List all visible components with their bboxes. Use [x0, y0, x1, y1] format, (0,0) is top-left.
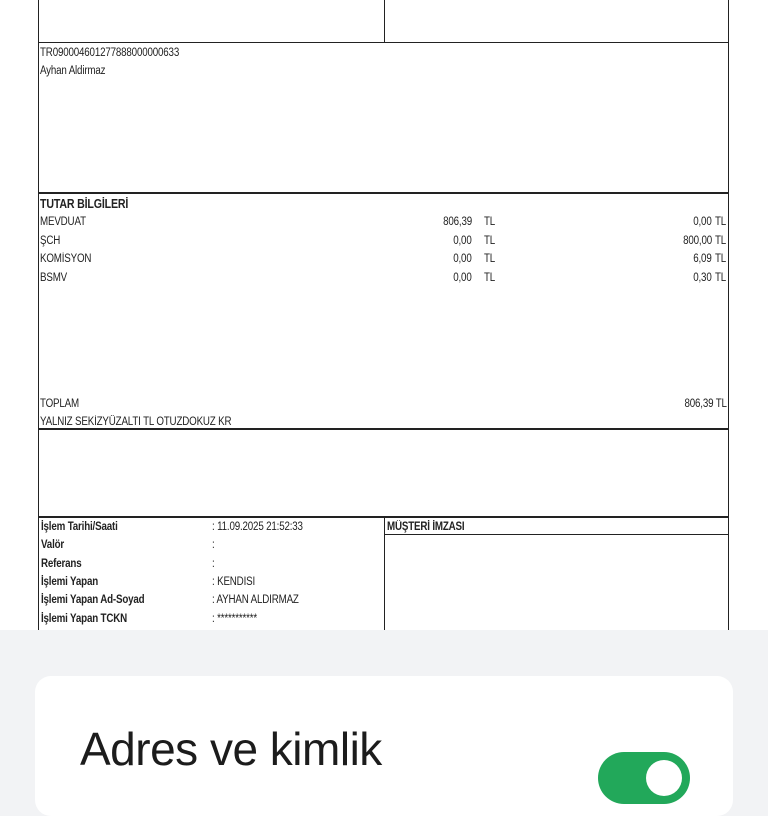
detail-value: : KENDISI: [212, 575, 256, 588]
detail-value: : ***********: [212, 612, 258, 625]
amount-col2: 800,00: [683, 234, 712, 247]
customer-signature-label: MÜŞTERİ İMZASI: [387, 521, 465, 533]
amount-col1: 0,00: [453, 253, 472, 265]
amounts-heading: TUTAR BİLGİLERİ: [40, 197, 129, 211]
currency: TL: [715, 234, 727, 247]
border-left: [38, 0, 39, 630]
border-right: [728, 0, 729, 630]
detail-label: Referans: [41, 557, 82, 570]
detail-label: İşlem Tarihi/Saati: [41, 521, 118, 533]
amount-col2: 0,00: [693, 216, 712, 228]
divider: [384, 534, 729, 535]
amount-row-label: BSMV: [40, 271, 68, 284]
total-value: 806,39 TL: [684, 398, 727, 410]
detail-label: İşlemi Yapan: [41, 575, 99, 588]
detail-label: Valör: [41, 539, 65, 552]
total-label: TOPLAM: [40, 398, 80, 410]
amount-col1: 806,39: [443, 216, 472, 228]
amount-in-words: YALNIZ SEKİZYÜZALTI TL OTUZDOKUZ KR: [40, 416, 232, 428]
amount-row-label: KOMİSYON: [40, 253, 92, 265]
currency: TL: [715, 253, 727, 265]
detail-label: İşlemi Yapan Ad-Soyad: [41, 594, 145, 607]
detail-value: :: [212, 539, 215, 552]
address-identity-toggle[interactable]: [598, 752, 690, 804]
divider: [38, 192, 729, 194]
amount-col2: 6,09: [693, 253, 712, 265]
divider: [38, 42, 729, 43]
iban: TR090004601277888000000633: [40, 47, 180, 59]
divider: [38, 428, 729, 430]
currency: TL: [484, 253, 496, 265]
amount-col1: 0,00: [453, 234, 472, 247]
address-identity-card[interactable]: [35, 676, 733, 816]
currency: TL: [715, 271, 727, 284]
card-title: Adres ve kimlik: [80, 723, 382, 775]
amount-row-label: ŞCH: [40, 234, 61, 247]
currency: TL: [484, 216, 496, 228]
toggle-knob: [646, 760, 682, 796]
divider: [384, 0, 385, 42]
currency: TL: [715, 216, 727, 228]
currency: TL: [484, 234, 496, 247]
amount-col2: 0,30: [693, 271, 712, 284]
account-name: Ayhan Aldirmaz: [40, 65, 106, 77]
detail-label: İşlemi Yapan TCKN: [41, 612, 128, 625]
amount-row-label: MEVDUAT: [40, 216, 86, 228]
detail-value: :: [212, 557, 215, 570]
currency: TL: [484, 271, 496, 284]
amount-col1: 0,00: [453, 271, 472, 284]
detail-value: : 11.09.2025 21:52:33: [212, 521, 303, 533]
detail-value: : AYHAN ALDIRMAZ: [212, 594, 299, 607]
